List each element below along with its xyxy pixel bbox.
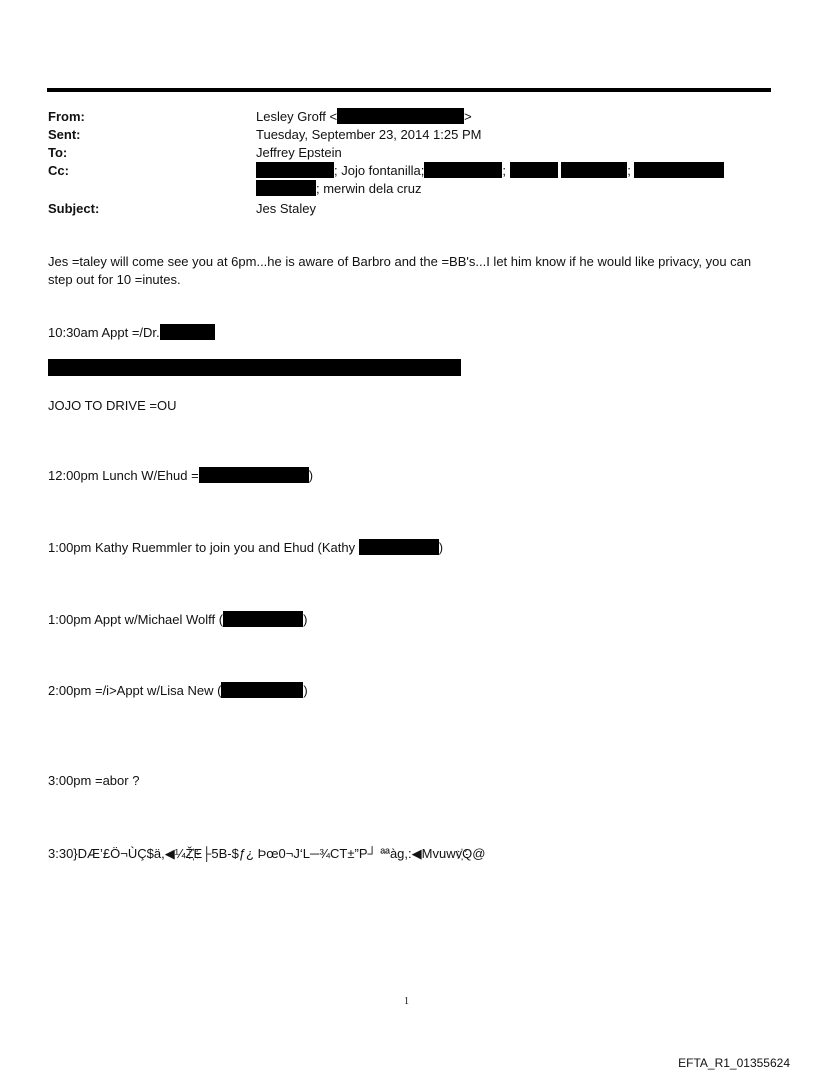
redaction-box	[510, 162, 558, 178]
redaction-box	[256, 180, 316, 196]
to-value: Jeffrey Epstein	[256, 145, 342, 160]
wolff-close: )	[303, 612, 308, 627]
cc-line-2	[256, 180, 421, 198]
redaction-box	[337, 108, 464, 124]
redaction-box	[256, 162, 334, 178]
subject-label: Subject:	[48, 201, 100, 216]
cc-label: Cc:	[48, 163, 69, 178]
cc-line-1	[256, 162, 724, 180]
sent-value: Tuesday, September 23, 2014 1:25 PM	[256, 127, 482, 142]
redaction-box	[634, 162, 724, 178]
cc-text-b: ; merwin dela cruz	[316, 181, 422, 196]
garbled-line: 3:30}DÆ’£Ö¬ÙÇ$ä,◀¼Ž҉E├5B-$ƒ¿ Þœ0¬J‘L─¾CT±”P┘ ªªàg,:◀Mvuwv҉Q@	[48, 846, 486, 861]
from-name: Lesley Groff <	[256, 109, 338, 124]
redaction-box	[223, 611, 303, 627]
intro-paragraph: Jes =taley will come see you at 6pm...he is aware of Barbro and the =BB's...I let him know if he would like privacy, you can step out for 10 =inutes.	[48, 254, 752, 287]
redaction-box	[221, 682, 303, 698]
kathy-text: 1:00pm Kathy Ruemmler to join you and Ehud (Kathy	[48, 540, 356, 555]
kathy-line	[48, 539, 443, 557]
cc-sep: ;	[502, 163, 506, 178]
page-number: 1	[404, 996, 409, 1007]
redaction-box	[424, 162, 502, 178]
lunch-text: 12:00pm Lunch W/Ehud =	[48, 468, 199, 483]
wolff-line	[48, 611, 307, 629]
sent-label: Sent:	[48, 127, 81, 142]
cc-sep: ;	[627, 163, 631, 178]
lisa-close: )	[303, 683, 308, 698]
redaction-box	[160, 324, 215, 340]
jojo-line: JOJO TO DRIVE =OU	[48, 398, 177, 413]
from-close: >	[464, 109, 472, 124]
lisa-line	[48, 682, 308, 700]
document-id: EFTA_R1_01355624	[678, 1056, 790, 1070]
subject-value: Jes Staley	[256, 201, 316, 216]
redaction-box	[359, 539, 439, 555]
lisa-text: 2:00pm =/i>Appt w/Lisa New (	[48, 683, 222, 698]
appt-1030	[48, 324, 215, 342]
kathy-close: )	[438, 540, 444, 555]
cc-text-a: ; Jojo fontanilla;	[334, 163, 425, 178]
lunch-close: )	[308, 468, 314, 483]
header-rule	[47, 88, 771, 92]
to-label: To:	[48, 145, 68, 160]
from-label: From:	[48, 109, 85, 124]
labor-line: 3:00pm =abor ?	[48, 773, 140, 788]
wolff-text: 1:00pm Appt w/Michael Wolff (	[48, 612, 224, 627]
redaction-box	[199, 467, 309, 483]
from-value	[256, 108, 472, 126]
lunch-line	[48, 467, 313, 485]
redaction-box	[561, 162, 627, 178]
redaction-box	[48, 359, 461, 376]
appt-1030-text: 10:30am Appt =/Dr.	[48, 325, 160, 340]
redacted-line	[48, 359, 461, 378]
